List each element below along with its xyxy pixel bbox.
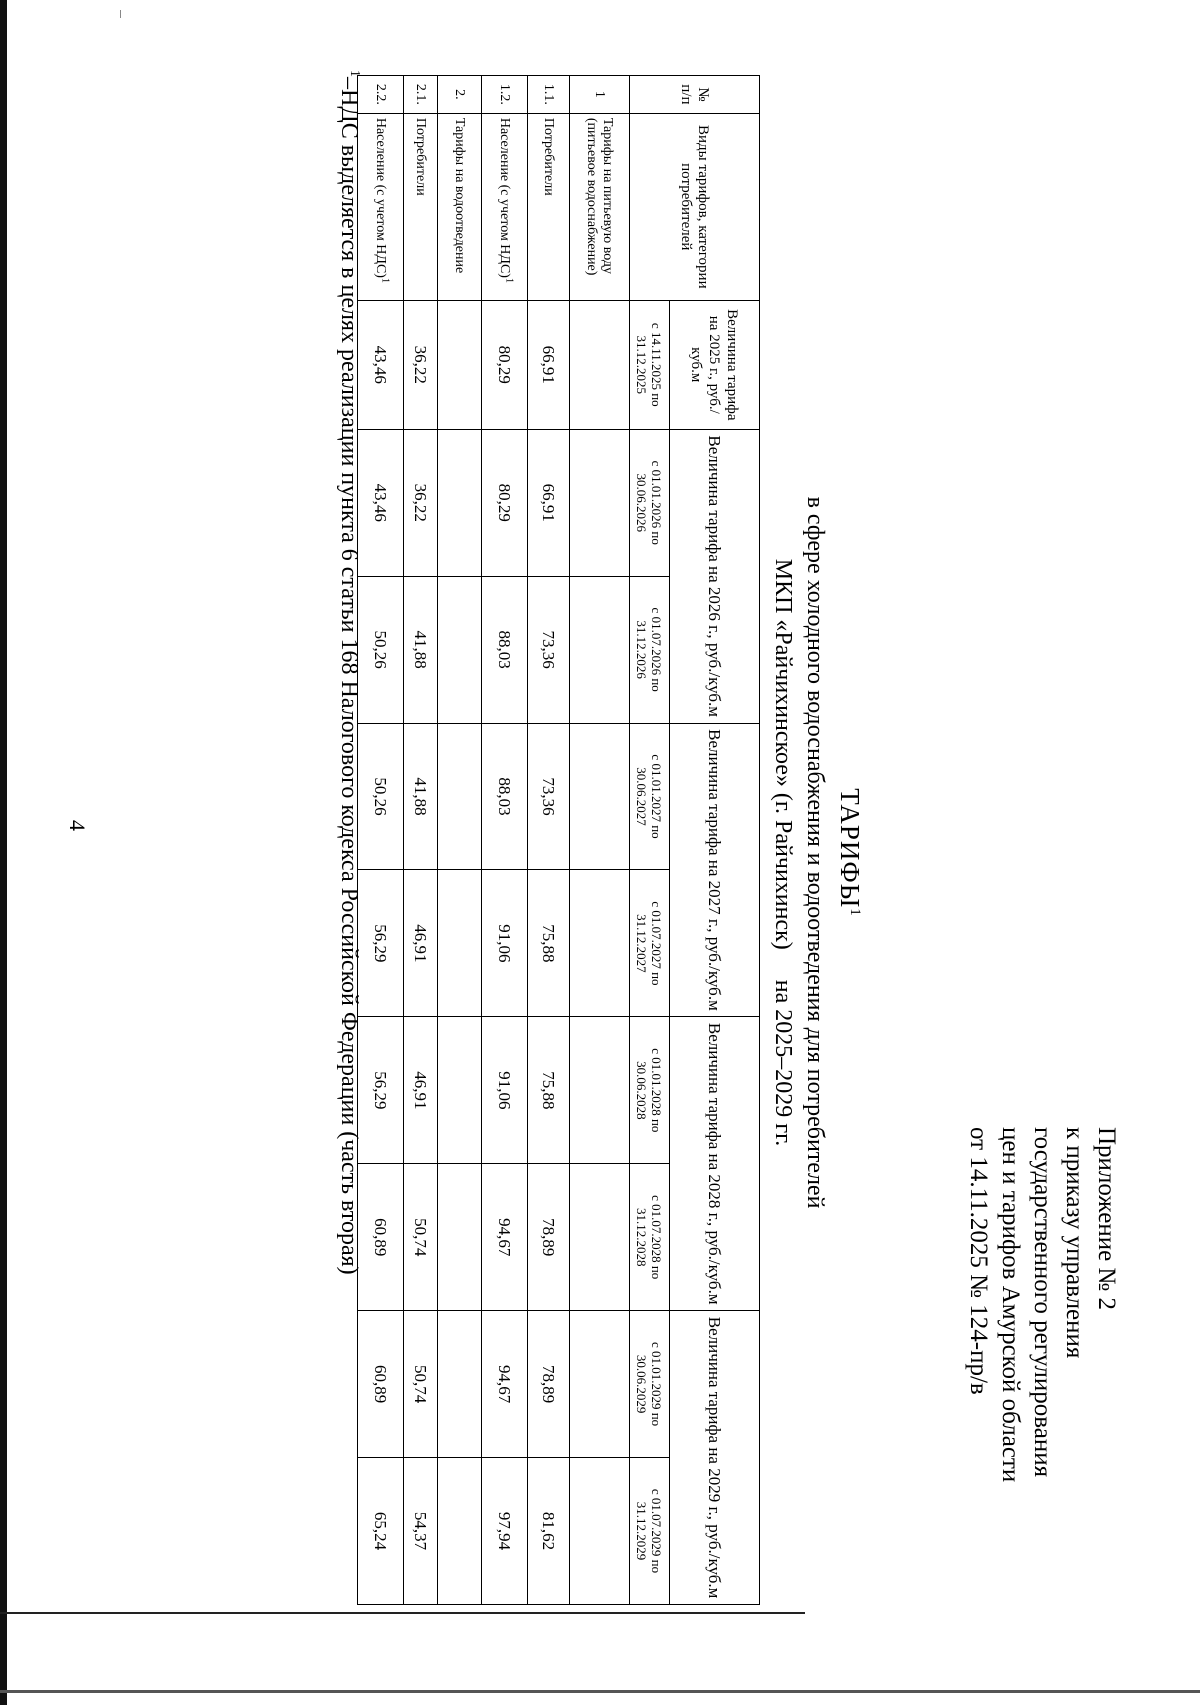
tariff-value: 66,91	[528, 429, 570, 576]
period-header: с 01.01.2026 по 30.06.2026	[630, 429, 670, 576]
row-name: Население (с учетом НДС)$^1$	[358, 113, 404, 300]
tariff-value: 41,88	[404, 576, 438, 723]
header-group-2026: Величина тарифа на 2026 г., руб./куб.м	[670, 429, 760, 723]
tariff-value	[438, 1164, 482, 1311]
tariff-value: 73,36	[528, 723, 570, 870]
period-header: с 14.11.2025 по 31.12.2025	[630, 300, 670, 429]
row-name: Население (с учетом НДС)$^1$	[482, 113, 528, 300]
appendix-line: Приложение № 2	[1093, 1127, 1120, 1311]
tariff-value: 43,46	[358, 429, 404, 576]
tariff-value	[438, 300, 482, 429]
tariff-value: 88,03	[482, 723, 528, 870]
table-row	[404, 76, 438, 1605]
tariff-value	[570, 300, 630, 429]
table-row	[528, 76, 570, 1605]
tariff-value: 50,26	[358, 576, 404, 723]
tariff-value: 81,62	[528, 1458, 570, 1605]
tariff-value: 75,88	[528, 870, 570, 1017]
tariff-value: 91,06	[482, 870, 528, 1017]
tariff-value	[570, 1164, 630, 1311]
tariff-value: 43,46	[358, 300, 404, 429]
table-row	[358, 76, 404, 1605]
row-number: 1	[570, 76, 630, 114]
header-group-2029: Величина тарифа на 2029 г., руб./куб.м	[670, 1311, 760, 1605]
tariff-value: 56,29	[358, 870, 404, 1017]
header-tariff-type: Виды тарифов, категории потребителей	[630, 113, 760, 300]
tariff-value	[570, 723, 630, 870]
table-row	[482, 76, 528, 1605]
tariff-value: 60,89	[358, 1311, 404, 1458]
period-header: с 01.07.2028 по 31.12.2028	[630, 1164, 670, 1311]
appendix-line: к приказу управления	[1061, 1127, 1088, 1359]
row-name: Тарифы на водоотведение	[438, 113, 482, 300]
table-header-row	[670, 76, 760, 1605]
header-number: № п/п	[630, 76, 760, 114]
period-years: на 2025–2029 гг.	[770, 979, 796, 1147]
period-header: с 01.01.2027 по 30.06.2027	[630, 723, 670, 870]
tariff-value	[438, 1311, 482, 1458]
document-subtitle-org	[769, 0, 796, 1705]
tariff-value: 41,88	[404, 723, 438, 870]
table-row	[570, 76, 630, 1605]
tariff-value	[570, 870, 630, 1017]
tariff-value: 78,89	[528, 1311, 570, 1458]
tariff-value	[438, 1017, 482, 1164]
tariff-value: 66,91	[528, 300, 570, 429]
tariff-value: 80,29	[482, 300, 528, 429]
row-number: 1.1.	[528, 76, 570, 114]
tariff-value: 46,91	[404, 870, 438, 1017]
row-number: 1.2.	[482, 76, 528, 114]
appendix-block	[962, 1127, 1122, 1482]
tariff-value: 97,94	[482, 1458, 528, 1605]
tariff-value: 94,67	[482, 1311, 528, 1458]
tariff-value	[570, 1311, 630, 1458]
document-title	[834, 0, 865, 1705]
tariff-value	[438, 870, 482, 1017]
header-group-2025: Величина тарифа на 2025 г., руб./куб.м	[670, 300, 760, 429]
organization-name: МКП «Райчихинское» (г. Райчихинск)	[770, 558, 796, 950]
header-group-2028: Величина тарифа на 2028 г., руб./куб.м	[670, 1017, 760, 1311]
period-header: с 01.07.2026 по 31.12.2026	[630, 576, 670, 723]
tariff-value: 75,88	[528, 1017, 570, 1164]
document-title-text: ТАРИФЫ	[835, 788, 865, 909]
tariff-table	[357, 75, 760, 1605]
tariff-value: 56,29	[358, 1017, 404, 1164]
row-name: Тарифы на питьевую воду (питьевое водоснабжение)	[570, 113, 630, 300]
appendix-line: цен и тарифов Амурской области	[997, 1127, 1024, 1483]
tariff-value	[438, 1458, 482, 1605]
tariff-value: 50,26	[358, 723, 404, 870]
row-name: Потребители	[404, 113, 438, 300]
tariff-value: 50,74	[404, 1311, 438, 1458]
period-header: с 01.07.2029 по 31.12.2029	[630, 1458, 670, 1605]
tariff-value	[570, 576, 630, 723]
tariff-value: 46,91	[404, 1017, 438, 1164]
row-number: 2.1.	[404, 76, 438, 114]
tariff-value: 36,22	[404, 300, 438, 429]
table-period-row	[630, 76, 670, 1605]
tariff-value	[438, 723, 482, 870]
appendix-line: государственного регулирования	[1029, 1127, 1056, 1478]
tariff-value: 73,36	[528, 576, 570, 723]
tariff-value: 60,89	[358, 1164, 404, 1311]
period-header: с 01.07.2027 по 31.12.2027	[630, 870, 670, 1017]
row-name: Потребители	[528, 113, 570, 300]
table-row	[438, 76, 482, 1605]
row-number: 2.	[438, 76, 482, 114]
tariff-value: 54,37	[404, 1458, 438, 1605]
tariff-value: 88,03	[482, 576, 528, 723]
tariff-value	[570, 1017, 630, 1164]
appendix-line: от 14.11.2025 № 124-пр/в	[965, 1127, 992, 1395]
footnote-text: –НДС выделяется в целях реализации пункта 6 статьи 168 Налогового кодекса Российской Федерации (часть вторая)	[336, 77, 362, 1275]
tariff-value: 36,22	[404, 429, 438, 576]
tariff-value	[438, 576, 482, 723]
period-header: с 01.01.2029 по 30.06.2029	[630, 1311, 670, 1458]
tariff-value	[570, 429, 630, 576]
tariff-value: 78,89	[528, 1164, 570, 1311]
title-footnote-mark: 1	[847, 908, 863, 917]
header-group-2027: Величина тарифа на 2027 г., руб./куб.м	[670, 723, 760, 1017]
document-subtitle: в сфере холодного водоснабжения и водоотведения для потребителей	[802, 496, 828, 1209]
footnote-mark: 1	[347, 70, 362, 77]
tariff-value: 65,24	[358, 1458, 404, 1605]
page-number: 4	[65, 820, 90, 831]
tariff-value: 50,74	[404, 1164, 438, 1311]
footnote	[335, 70, 362, 1275]
tariff-value: 80,29	[482, 429, 528, 576]
tariff-value	[438, 429, 482, 576]
row-number: 2.2.	[358, 76, 404, 114]
tariff-value	[570, 1458, 630, 1605]
tariff-value: 94,67	[482, 1164, 528, 1311]
tariff-value: 91,06	[482, 1017, 528, 1164]
period-header: с 01.01.2028 по 30.06.2028	[630, 1017, 670, 1164]
